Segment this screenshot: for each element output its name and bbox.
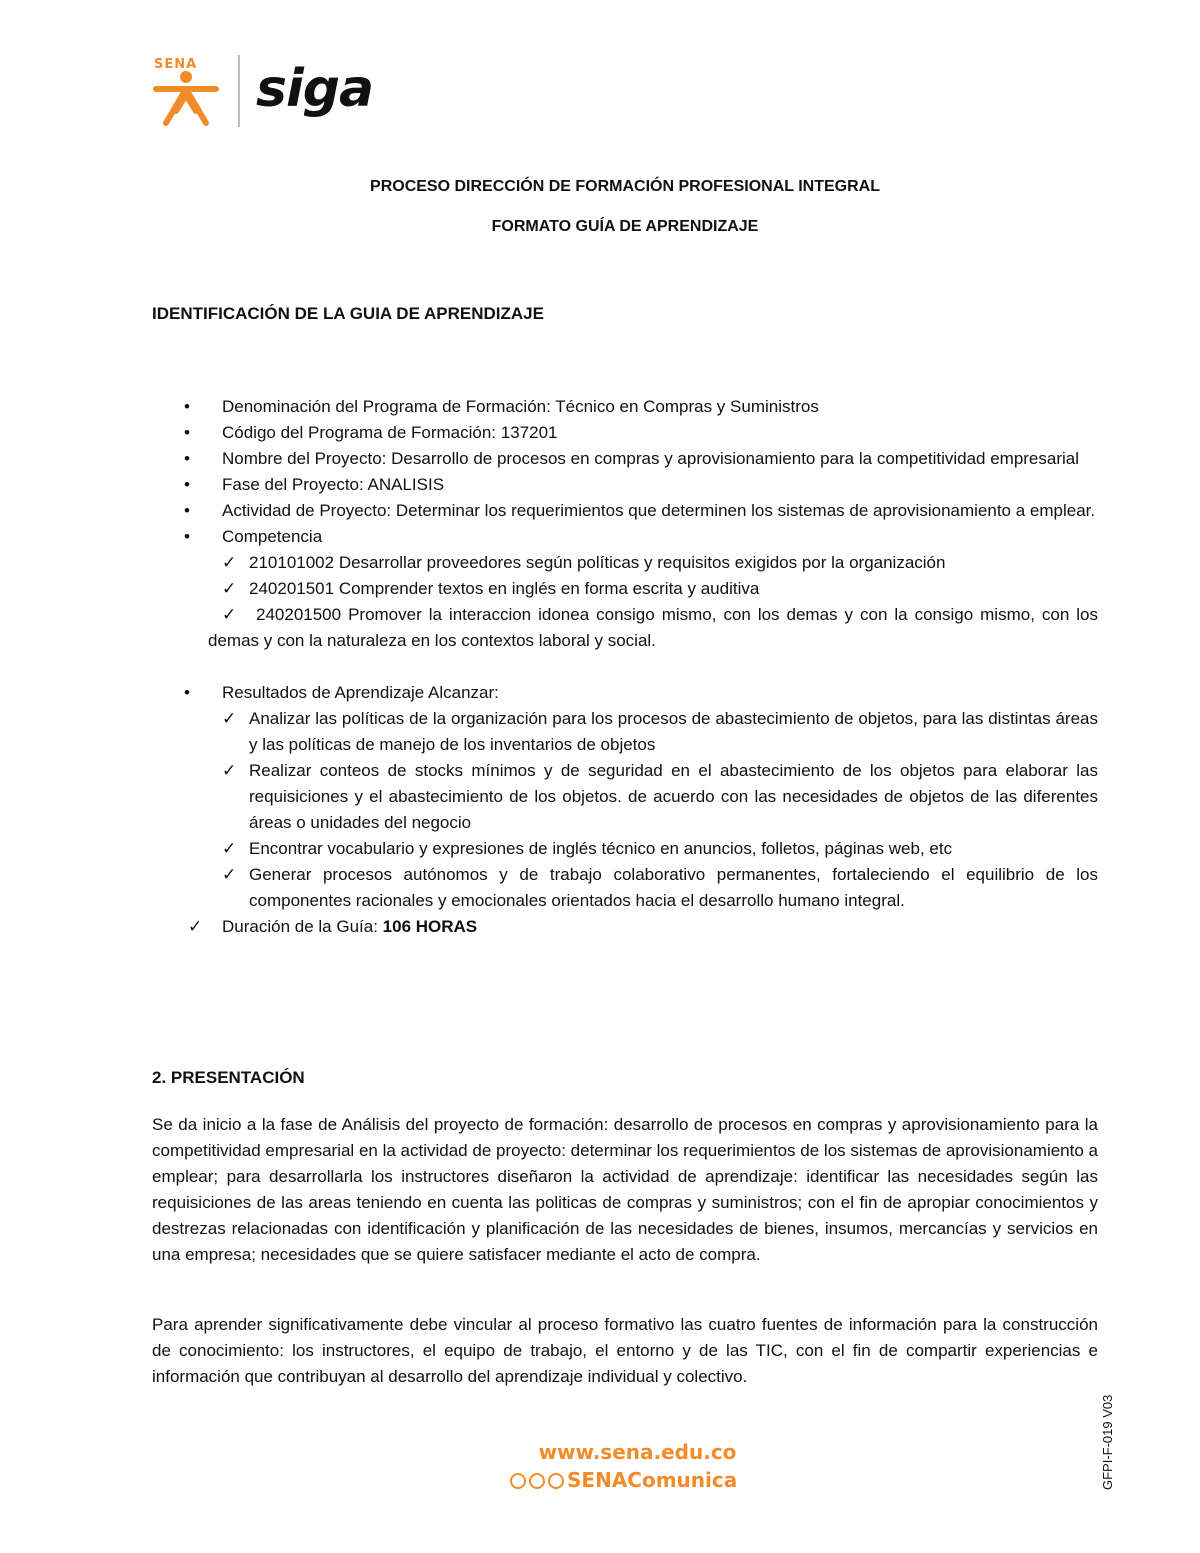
resultado-item: ✓ Realizar conteos de stocks mínimos y de seguridad en el abastecimiento de los objetos para elaborar las requisiciones y el abastecimiento de los objetos. de acuerdo con las necesidades de objetos de las diferentes áreas o unidades del negocio	[152, 758, 1098, 836]
bullet-mark: •	[184, 423, 190, 442]
instagram-icon	[548, 1473, 564, 1489]
presentacion-paragraph-1: Se da inicio a la fase de Análisis del proyecto de formación: desarrollo de procesos en compras y aprovisionamiento para la competitividad empresarial en la actividad de proyecto: determinar los requerimientos de los sistemas de aprovisionamiento a emplear; para desarrollarla los instructores diseñaron la actividad de aprendizaje: identificar las necesidades según las requisiciones de las areas teniendo en cuenta las politicas de compras y suministros; con el fin de apropiar conocimientos y destrezas relacionadas con identificación y planificación de las necesidades de bienes, insumos, mercancías y servicios en una empresa; necesidades que se quiere satisfacer mediante el acto de compra.	[152, 1115, 1098, 1264]
list-item: • Denominación del Programa de Formación: Técnico en Compras y Suministros	[152, 394, 1098, 420]
check-icon: ✓	[188, 917, 203, 936]
list-item: • Actividad de Proyecto: Determinar los requerimientos que determinen los sistemas de aprovisionamiento a emplear.	[152, 498, 1098, 524]
facebook-icon	[529, 1473, 545, 1489]
logo-divider	[238, 55, 240, 127]
check-icon: ✓	[222, 605, 237, 624]
check-icon: ✓	[222, 865, 237, 884]
competencia-item: ✓ 240201500 Promover la interaccion idonea consigo mismo, con los demas y con la consigo mismo, con los demas y con la naturaleza en los contextos laboral y social.	[152, 602, 1098, 654]
bullet-mark: •	[184, 501, 190, 520]
process-title: PROCESO DIRECCIÓN DE FORMACIÓN PROFESIONAL INTEGRAL	[370, 178, 880, 195]
check-icon: ✓	[222, 709, 237, 728]
bullet-mark: •	[184, 397, 190, 416]
identification-title: IDENTIFICACIÓN DE LA GUIA DE APRENDIZAJE	[152, 304, 544, 323]
list-item: • Competencia	[152, 524, 1098, 550]
check-icon: ✓	[222, 839, 237, 858]
siga-wordmark: siga	[256, 59, 374, 119]
sena-wordmark: SENA	[154, 57, 198, 72]
resultado-item: ✓ Encontrar vocabulario y expresiones de inglés técnico en anuncios, folletos, páginas web, etc	[152, 836, 1098, 862]
competencia-item: ✓ 240201501 Comprender textos en inglés en forma escrita y auditiva	[152, 576, 1098, 602]
check-icon: ✓	[222, 761, 237, 780]
bullet-mark: •	[184, 683, 190, 702]
duracion-item: ✓ Duración de la Guía: 106 HORAS	[152, 914, 1098, 940]
check-icon: ✓	[222, 553, 237, 572]
resultado-item: ✓ Analizar las políticas de la organización para los procesos de abastecimiento de objetos, para las distintas áreas y las políticas de manejo de los inventarios de objetos	[152, 706, 1098, 758]
duracion-value: 106 HORAS	[382, 917, 478, 936]
footer-website-link[interactable]: www.sena.edu.co	[538, 1440, 737, 1464]
list-item: • Código del Programa de Formación: 137201	[152, 420, 1098, 446]
list-item: • Fase del Proyecto: ANALISIS	[152, 472, 1098, 498]
document-code: GFPI-F-019 V03	[1100, 1394, 1115, 1490]
sena-siga-logo	[150, 55, 390, 130]
list-item: • Resultados de Aprendizaje Alcanzar:	[152, 680, 1098, 706]
check-icon: ✓	[222, 579, 237, 598]
presentacion-paragraph-2: Para aprender significativamente debe vincular al proceso formativo las cuatro fuentes de información para la construcción de conocimiento: los instructores, el equipo de trabajo, el entorno y de las TIC, con el fin de compartir experiencias e información que contribuyan al desarrollo del aprendizaje individual y colectivo.	[152, 1315, 1098, 1386]
twitter-icon	[510, 1473, 526, 1489]
footer-social[interactable]	[510, 1468, 737, 1492]
bullet-mark: •	[184, 527, 190, 546]
list-item: • Nombre del Proyecto: Desarrollo de procesos en compras y aprovisionamiento para la competitividad empresarial	[152, 446, 1098, 472]
bullet-mark: •	[184, 475, 190, 494]
resultado-item: ✓ Generar procesos autónomos y de trabajo colaborativo permanentes, fortaleciendo el equilibrio de los componentes racionales y emocionales orientados hacia el desarrollo humano integral.	[152, 862, 1098, 914]
social-handle: SENAComunica	[567, 1468, 738, 1492]
format-title: FORMATO GUÍA DE APRENDIZAJE	[491, 218, 759, 235]
bullet-mark: •	[184, 449, 190, 468]
identification-list	[152, 394, 1098, 940]
presentacion-title: 2. PRESENTACIÓN	[152, 1068, 305, 1087]
competencia-item: ✓ 210101002 Desarrollar proveedores según políticas y requisitos exigidos por la organización	[152, 550, 1098, 576]
